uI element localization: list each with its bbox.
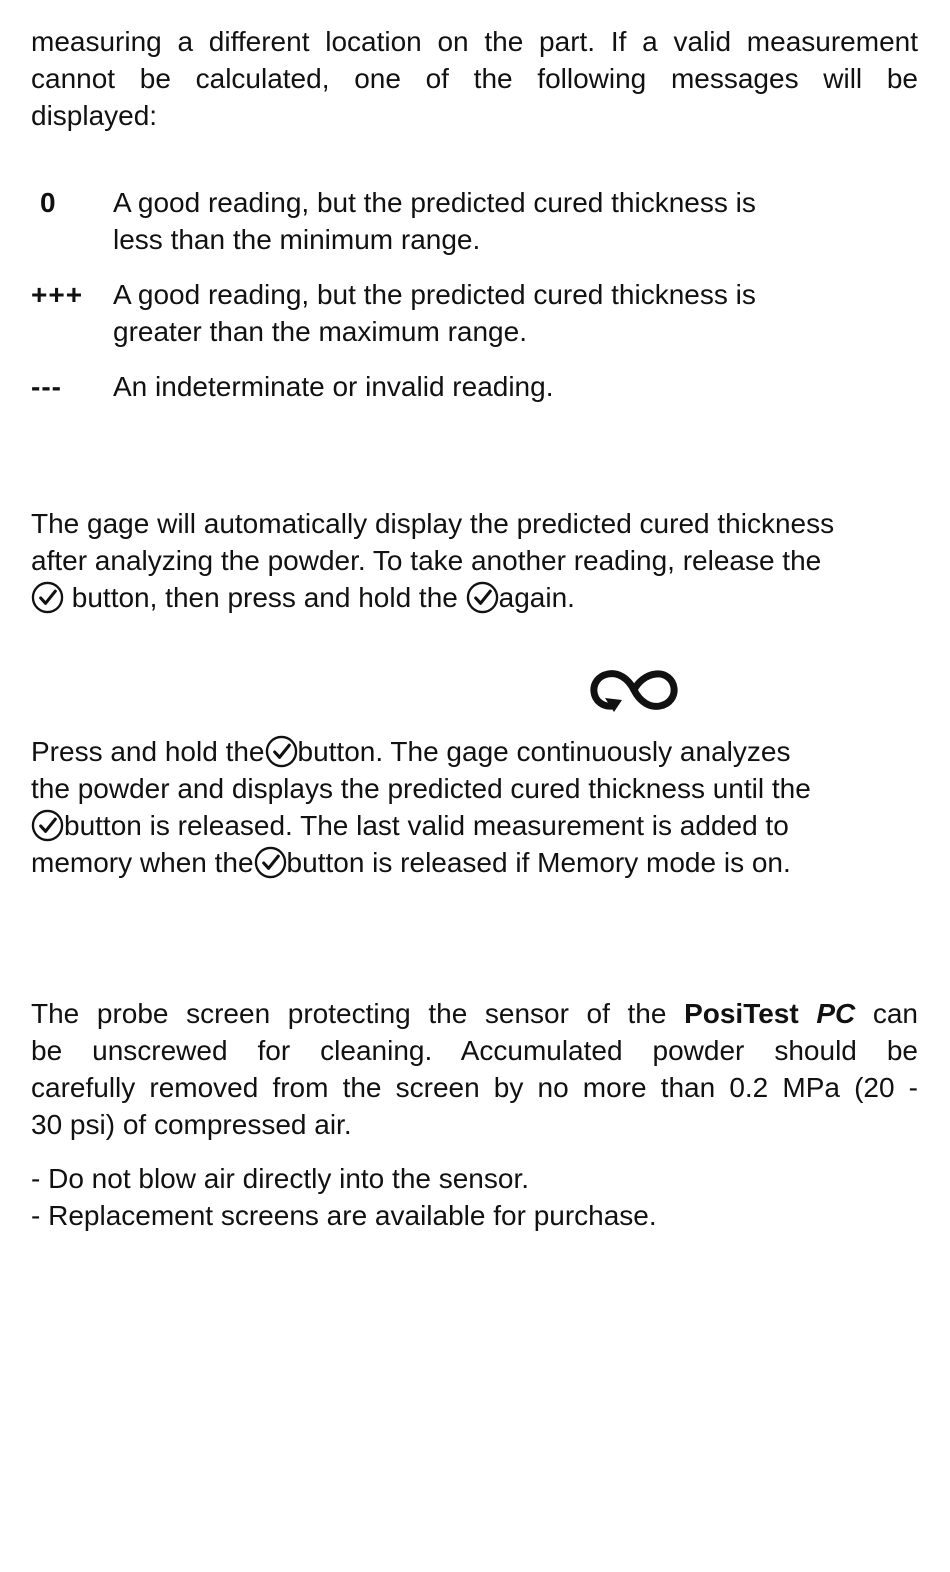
continuous-line-2: the powder and displays the predicted cured thickness until the <box>31 773 811 804</box>
continuous-line-4-start: memory when the <box>31 847 254 878</box>
cleaning-line-3: carefully removed from the screen by no more than 0.2 MPa (20 - <box>31 1072 918 1103</box>
message-description-line: An indeterminate or invalid reading. <box>113 371 554 402</box>
cleaning-paragraph <box>31 995 918 1143</box>
brand-model: PC <box>816 998 856 1029</box>
continuous-line-1-end: button. The gage continuously analyzes <box>297 736 791 767</box>
cleaning-line-1-start: The probe screen protecting the sensor of the <box>31 998 685 1029</box>
check-button-icon <box>254 846 287 879</box>
message-description-line: greater than the maximum range. <box>113 316 527 347</box>
continuous-line-4 <box>31 844 918 881</box>
brand-name: PosiTest <box>684 998 799 1029</box>
cleaning-bullet-list <box>31 1160 918 1234</box>
message-description-line: A good reading, but the predicted cured thickness is <box>113 187 756 218</box>
cleaning-line-1 <box>31 995 918 1032</box>
auto-display-paragraph <box>31 505 918 616</box>
check-button-icon <box>265 735 298 768</box>
cleaning-line-2: be unscrewed for cleaning. Accumulated powder should be <box>31 1035 918 1066</box>
message-code: +++ <box>31 279 84 310</box>
auto-display-line-1: The gage will automatically display the predicted cured thickness <box>31 508 835 539</box>
cleaning-line-4: 30 psi) of compressed air. <box>31 1109 352 1140</box>
list-item: - Replacement screens are available for purchase. <box>31 1200 657 1231</box>
continuous-line-1-start: Press and hold the <box>31 736 265 767</box>
intro-line-3: displayed: <box>31 100 158 131</box>
continuous-line-4-end: button is released if Memory mode is on. <box>286 847 791 878</box>
check-button-icon <box>31 809 64 842</box>
cleaning-line-1-end: can <box>855 998 918 1029</box>
continuous-line-3 <box>31 807 918 844</box>
message-code: --- <box>31 371 62 402</box>
list-item: - Do not blow air directly into the sensor. <box>31 1163 530 1194</box>
auto-display-line-3 <box>31 579 918 616</box>
check-button-icon <box>31 581 64 614</box>
intro-paragraph <box>31 23 918 134</box>
message-description-line: A good reading, but the predicted cured thickness is <box>113 279 756 310</box>
message-code: 0 <box>40 187 57 218</box>
auto-display-line-2: after analyzing the powder. To take another reading, release the <box>31 545 822 576</box>
continuous-paragraph <box>31 733 918 881</box>
message-description-line: less than the minimum range. <box>113 224 481 255</box>
continuous-line-1 <box>31 733 918 770</box>
continuous-mode-icon <box>588 664 680 716</box>
auto-display-line-3-text: button, then press and hold the <box>64 582 458 613</box>
auto-display-line-3-end: again. <box>498 582 575 613</box>
intro-line-2: cannot be calculated, one of the following messages will be <box>31 63 918 94</box>
intro-line-1: measuring a different location on the part. If a valid measurement <box>31 26 918 57</box>
message-description <box>113 184 913 258</box>
continuous-line-3-text: button is released. The last valid measurement is added to <box>64 810 789 841</box>
message-description <box>113 368 913 405</box>
check-button-icon <box>466 581 499 614</box>
message-description <box>113 276 913 350</box>
